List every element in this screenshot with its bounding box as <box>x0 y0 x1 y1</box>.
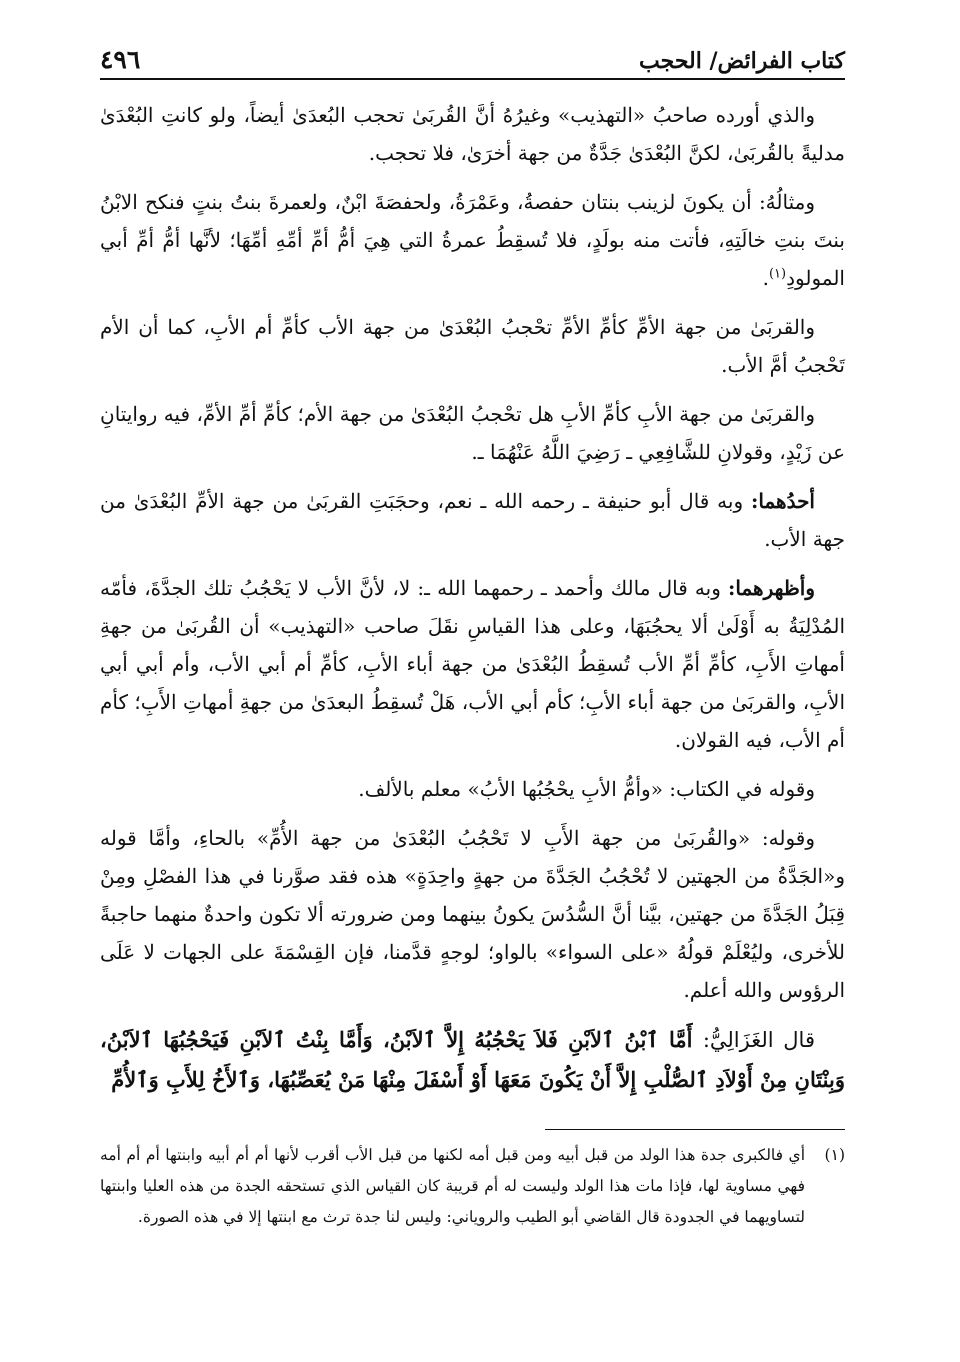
paragraph-text: ومثالُهُ: أن يكونَ لزينب بنتان حفصةُ، وعَمْرَةُ، ولحفصَةَ ابْنٌ، ولعمرةَ بنتُ بنتٍ فنكح الابْنُ بنتَ بنتِ خالَتِهِ، فأتت منه بولَدٍ، فلا تُسقِطُ عمرةُ التي هِيَ أمُّ أمِّ أمِّهِ أمِّهَا؛ لأنَّها أمُّ أمِّ أبي المولودِ <box>100 190 845 290</box>
main-text <box>100 96 845 1111</box>
page-header <box>100 38 845 74</box>
footnote-reference[interactable]: (١) <box>768 266 787 282</box>
footnotes <box>100 1140 845 1233</box>
footnote-text: أي فالكبرى جدة هذا الولد من قبل أبيه ومن قبل أمه لكنها من قبل الأب أقرب لأنها أم أم أبيه وابنتها أم أم أمه فهي مساوية لها، فإذا مات هذا الولد وليست له أم قريبة كان القياس الذي تستحقه الجدة من هذه العليا وابنتها لتساويهما في الجدودة قال القاضي أبو الطيب والروياني: وليس لنا جدة ترث مع ابنتها إلا في هذه الصورة. <box>100 1146 805 1226</box>
paragraph <box>100 308 845 384</box>
page-number: ٤٩٦ <box>100 45 141 74</box>
paragraph <box>100 770 845 808</box>
paragraph-text: والذي أورده صاحبُ «التهذيب» وغيرُهُ أنَّ القُربَىٰ تحجب البُعدَىٰ أيضاً، ولو كانتِ البُعْدَىٰ مدليةً بالقُربَىٰ، لكنَّ البُعْدَىٰ جَدَّةٌ من جهة أخرَىٰ، فلا تحجب. <box>100 103 845 165</box>
paragraph-text: وبه قال أبو حنيفة ـ رحمه الله ـ نعم، وحجَبَتِ القربَىٰ من جهة الأمِّ البُعْدَىٰ من جهة الأب. <box>100 489 845 551</box>
header-rule <box>100 78 845 80</box>
paragraph-lead: أحدُهما: <box>750 489 815 513</box>
paragraph-lead: وأظهرهما: <box>728 576 815 600</box>
paragraph-text: وقوله: «والقُربَىٰ من جهة الأَبِ لا تَحْجُبُ البُعْدَىٰ من جهة الأُمِّ» بالحاءِ، وأمَّا قوله و«الجَدَّةُ من الجهتين لا تُحْجُبُ الجَدَّةَ من جهةٍ واحِدَةٍ» هذه فقد صوَّرنا في هذا الفصْلِ ومِنْ قِبَلُ الجَدَّةَ من جهتين، بيَّنا أنَّ السُّدُسَ يكونُ بينهما ومن ضرورته ألا تكون واحدةٌ منهما حاجبةً للأخرى، وليُعْلَمْ قولُهُ «على السواء» بالواو؛ لوجهٍ قدَّمنا، فإن القِسْمَةَ على الجهات لا عَلَى الرؤوس والله أعلم. <box>100 826 845 1002</box>
running-title: كتاب الفرائض/ الحجب <box>639 48 845 74</box>
paragraph <box>100 395 845 471</box>
paragraph <box>100 183 845 297</box>
paragraph-text: والقربَىٰ من جهة الأبِ كأمِّ الأبِ هل تحْجبُ البُعْدَىٰ من جهة الأم؛ كأمِّ أمِّ الأمِّ، فيه روايتانِ عن زَيْدٍ، وقولانِ للشَّافِعِي ـ رَضِيَ اللَّهُ عَنْهُمَا ـ. <box>100 402 845 464</box>
paragraph-text: والقربَىٰ من جهة الأمِّ كأمِّ الأمِّ تحْجبُ البُعْدَىٰ من جهة الأب كأمِّ أم الأبِ، كما أن الأم تَحْجبُ أمَّ الأب. <box>100 315 845 377</box>
paragraph <box>100 819 845 1009</box>
quote-text: أَمَّا ٱبْنُ ٱلاَبْنِ فَلاَ يَحْجُبُهُ إِلاَّ ٱلاَبْنُ، وَأَمَّا بِنْتُ ٱلاَبْنِ فَيَحْجُبُهَا ٱلاَبْنُ، وَبِنْتَانِ مِنْ أَوْلاَدِ ٱلصُّلْبِ إِلاَّ أَنْ يَكُونَ مَعَهَا أَوْ أَسْفَلَ مِنْهَا مَنْ يُعَصِّبُهَا، وَٱلأَخُ لِلأَبِ وَٱلأُمِّ <box>100 1027 845 1092</box>
footnote-number: (١) <box>824 1146 845 1164</box>
paragraph-text: وبه قال مالك وأحمد ـ رحمهما الله ـ: لا، لأنَّ الأب لا يَحْجُبُ تلك الجدَّةَ، فأمّه المُدْلِيَةُ به أَوْلَىٰ ألا يحجُبَهَا، وعلى هذا القياسِ نقَلَ صاحب «التهذيب» أن القُربَىٰ من جهةِ أمهاتِ الأَبِ، كأمِّ أمِّ الأب تُسقِطُ البُعْدَىٰ من جهة أباء الأبِ، كأمِّ أم أبي الأب، وأم أبي أبي الأبِ، والقربَىٰ من جهة أباء الأبِ؛ كأم أبي الأب، هَلْ تُسقِطُ البعدَىٰ من جهةِ أمهاتِ الأَبِ؛ كأم أم الأب، فيه القولان. <box>100 576 845 752</box>
quote-attribution: قال الغَزَالِيُّ: <box>702 1028 815 1052</box>
paragraph <box>100 96 845 172</box>
paragraph <box>100 569 845 759</box>
paragraph <box>100 482 845 558</box>
paragraph-text: وقوله في الكتاب: «وأمُّ الأبِ يحْجُبُها الأبُ» معلم بالألف. <box>358 777 815 801</box>
footnote-separator <box>545 1129 845 1130</box>
paragraph-tail: . <box>762 266 769 290</box>
footnote <box>100 1140 845 1233</box>
quoted-paragraph <box>100 1020 845 1100</box>
